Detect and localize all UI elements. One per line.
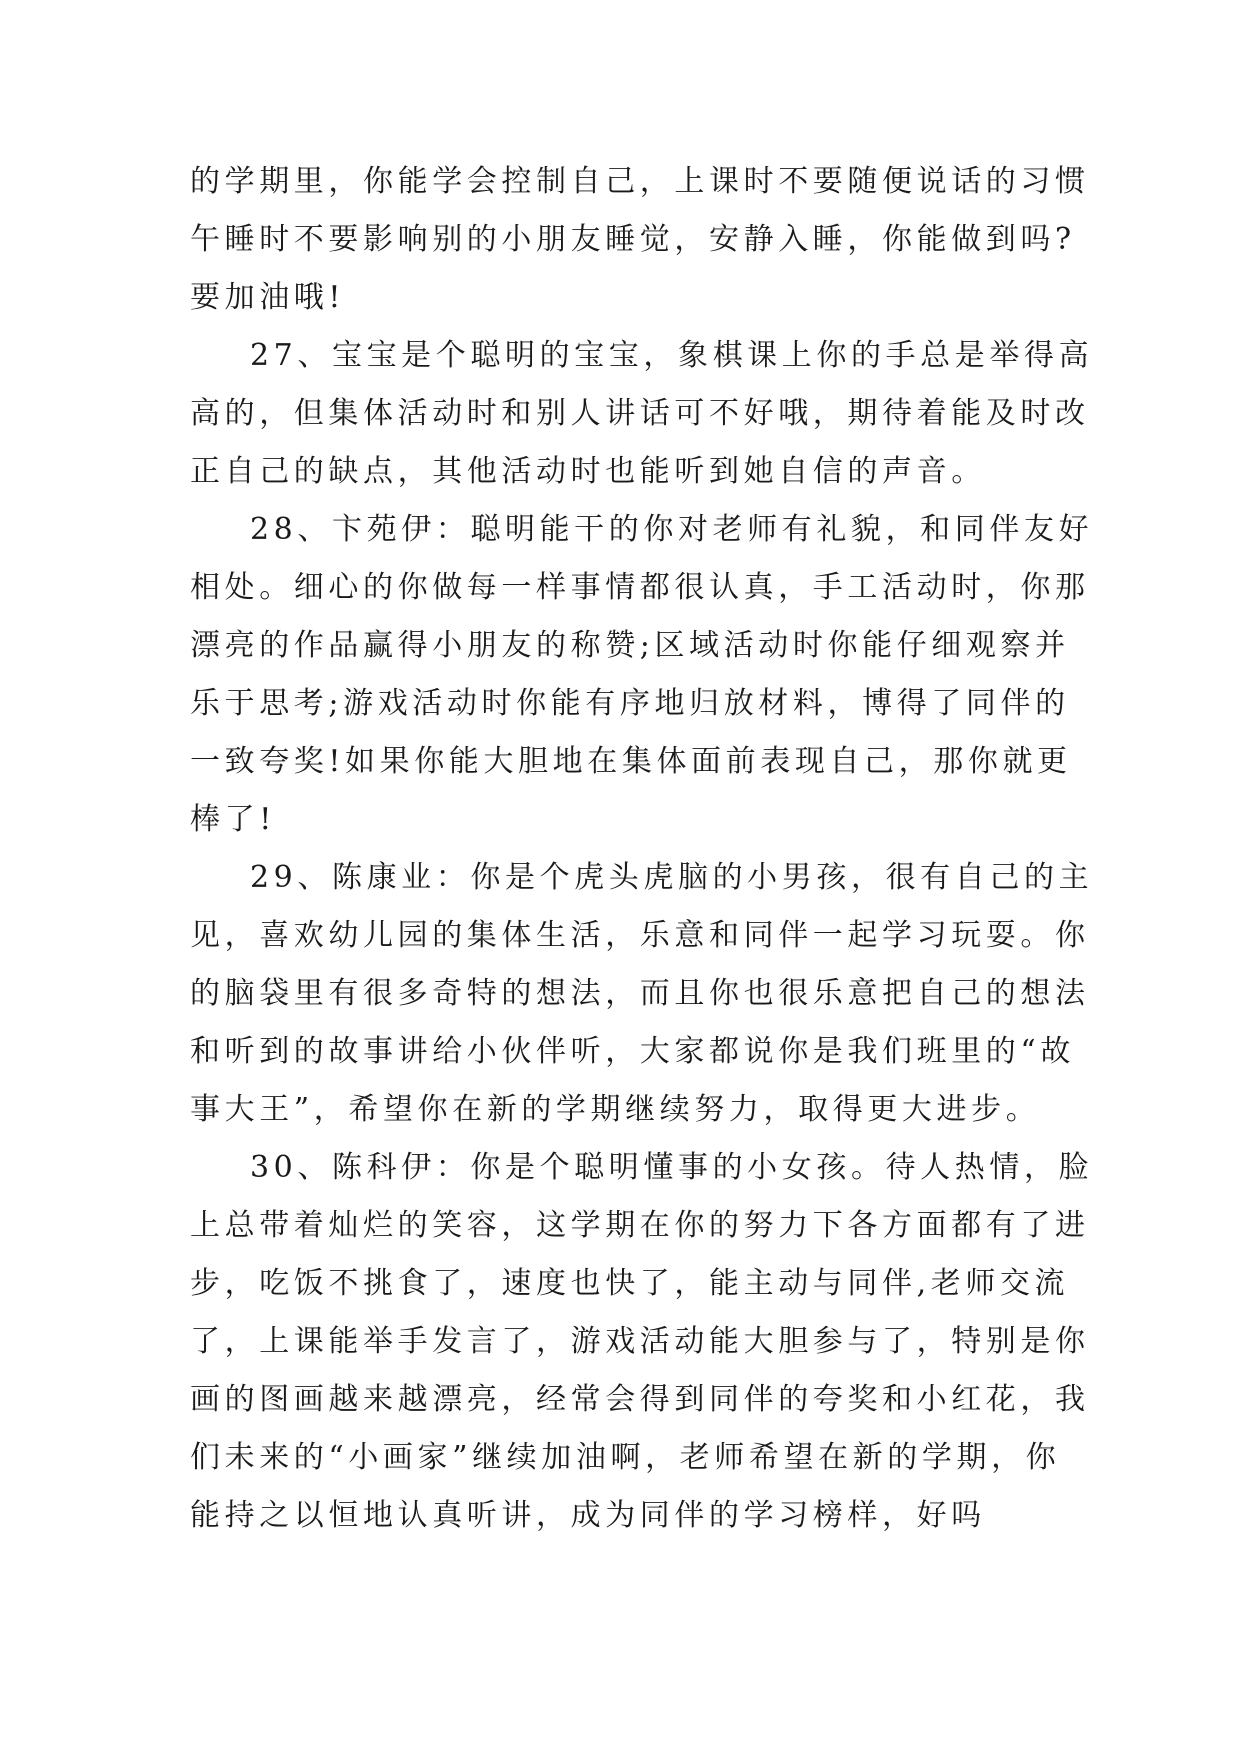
text-line: 们未来的“小画家”继续加油啊，老师希望在新的学期，你 xyxy=(190,1440,1061,1475)
text-line: 要加油哦! xyxy=(190,280,346,315)
text-line: 上总带着灿烂的笑容，这学期在你的努力下各方面都有了进 xyxy=(190,1208,1090,1243)
text-line: 棒了! xyxy=(190,802,276,837)
text-line: 能持之以恒地认真听讲，成为同伴的学习榜样，好吗 xyxy=(190,1498,986,1533)
text-line: 漂亮的作品赢得小朋友的称赞;区域活动时你能仔细观察并 xyxy=(190,628,1070,663)
text-line: 了，上课能举手发言了，游戏活动能大胆参与了，特别是你 xyxy=(190,1324,1090,1359)
paragraph-28-start: 28、卞苑伊：聪明能干的你对老师有礼貌，和同伴友好 xyxy=(250,512,1094,547)
text-line: 相处。细心的你做每一样事情都很认真，手工活动时，你那 xyxy=(190,570,1090,605)
text-line: 午睡时不要影响别的小朋友睡觉，安静入睡，你能做到吗? xyxy=(190,222,1076,257)
text-line: 见，喜欢幼儿园的集体生活，乐意和同伴一起学习玩耍。你 xyxy=(190,918,1090,953)
text-line: 正自己的缺点，其他活动时也能听到她自信的声音。 xyxy=(190,454,986,489)
document-body xyxy=(190,153,1094,1545)
text-line: 的脑袋里有很多奇特的想法，而且你也很乐意把自己的想法 xyxy=(190,976,1090,1011)
paragraph-29-start: 29、陈康业：你是个虎头虎脑的小男孩，很有自己的主 xyxy=(250,860,1094,895)
text-line: 高的，但集体活动时和别人讲话可不好哦，期待着能及时改 xyxy=(190,396,1090,431)
paragraph-30-start: 30、陈科伊：你是个聪明懂事的小女孩。待人热情，脸 xyxy=(250,1150,1094,1185)
text-line: 乐于思考;游戏活动时你能有序地归放材料，博得了同伴的 xyxy=(190,686,1070,721)
text-line: 步，吃饭不挑食了，速度也快了，能主动与同伴,老师交流 xyxy=(190,1266,1070,1301)
text-line: 事大王”，希望你在新的学期继续努力，取得更大进步。 xyxy=(190,1092,1041,1127)
paragraph-27-start: 27、宝宝是个聪明的宝宝，象棋课上你的手总是举得高 xyxy=(250,338,1094,373)
text-line: 一致夸奖!如果你能大胆地在集体面前表现自己，那你就更 xyxy=(190,744,1072,779)
text-line: 的学期里，你能学会控制自己，上课时不要随便说话的习惯 xyxy=(190,164,1090,199)
text-line: 画的图画越来越漂亮，经常会得到同伴的夸奖和小红花，我 xyxy=(190,1382,1090,1417)
text-line: 和听到的故事讲给小伙伴听，大家都说你是我们班里的“故 xyxy=(190,1034,1075,1069)
